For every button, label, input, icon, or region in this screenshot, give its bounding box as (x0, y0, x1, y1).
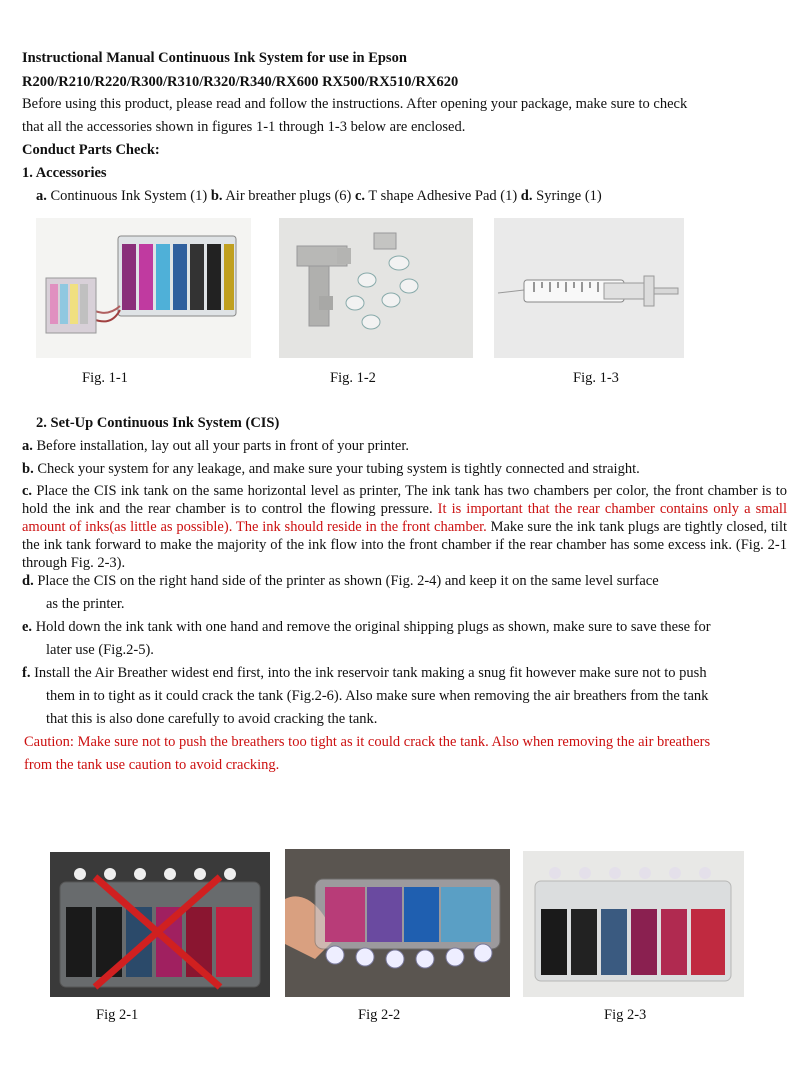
fig-1-1-caption: Fig. 1-1 (82, 370, 128, 386)
step-b: b. Check your system for any leakage, and make sure your tubing system is tightly connected and straight. (22, 461, 640, 477)
fig-2-1-photo (50, 852, 270, 997)
fig-1-3-photo (494, 218, 684, 358)
fig-2-1-caption: Fig 2-1 (96, 1007, 139, 1023)
step-f-line2: them in to tight as it could crack the tank (Fig.2-6). Also make sure when removing the air breathers from the tank (46, 688, 709, 704)
fig-1-3-caption: Fig. 1-3 (573, 370, 619, 386)
acc-d-label: d. (520, 188, 533, 204)
acc-a-text: Continuous Ink System (1) (46, 188, 211, 204)
setup-heading: 2. Set-Up Continuous Ink System (CIS) (36, 415, 280, 431)
step-e-line2: later use (Fig.2-5). (46, 642, 154, 658)
step-c-warning: It is important that the rear chamber contains only a small amount of inks(as little as possible). The ink should reside in the front chamber. (22, 501, 787, 535)
step-e-line1: e. Hold down the ink tank with one hand and remove the original shipping plugs as shown, make sure to save these for (22, 619, 711, 635)
acc-c-text: T shape Adhesive Pad (1) (365, 188, 521, 204)
title-line-2: R200/R210/R220/R300/R310/R320/R340/RX600 RX500/RX510/RX620 (22, 74, 459, 90)
accessory-list (36, 188, 602, 205)
step-f-line1: f. Install the Air Breather widest end first, into the ink reservoir tank making a snug fit however make sure not to push (22, 665, 707, 681)
accessories-heading: 1. Accessories (22, 165, 107, 181)
intro-line-2: that all the accessories shown in figures 1-1 through 1-3 below are enclosed. (22, 119, 466, 135)
fig-2-3-photo (523, 851, 744, 997)
caution-line-1: Caution: Make sure not to push the breathers too tight as it could crack the tank. Also when removing the air breathers (24, 734, 711, 750)
parts-check-heading: Conduct Parts Check: (22, 142, 160, 158)
step-f-line3: that this is also done carefully to avoid cracking the tank. (46, 711, 378, 727)
fig-1-2-photo (279, 218, 473, 358)
acc-b-text: Air breather plugs (6) (222, 188, 355, 204)
step-d-line2: as the printer. (46, 596, 125, 612)
fig-1-2-caption: Fig. 1-2 (330, 370, 376, 386)
step-c: c. Place the CIS ink tank on the same horizontal level as printer, The ink tank has two chambers per color, the front chamber is to hold the ink and the rear chamber is to control the flowing pressure. It is important that the rear chamber contains only a small amount of inks(as little as possible). The ink should reside in the front chamber. Make sure the ink tank plugs are tightly closed, tilt the ink tank forward to make the majority of the ink flow into the front chamber if the rear chamber has some excess ink. (Fig. 2-1 through Fig. 2-3). (22, 483, 788, 571)
step-d-line1: d. Place the CIS on the right hand side of the printer as shown (Fig. 2-4) and keep it on the same level surface (22, 573, 659, 589)
acc-b-label: b. (210, 188, 223, 204)
intro-line-1: Before using this product, please read and follow the instructions. After opening your package, make sure to check (22, 96, 688, 112)
fig-2-2-caption: Fig 2-2 (358, 1007, 401, 1023)
fig-1-1-photo (36, 218, 251, 358)
title-line-1: Instructional Manual Continuous Ink System for use in Epson (22, 50, 407, 66)
acc-a-label: a. (36, 188, 47, 204)
caution-line-2: from the tank use caution to avoid cracking. (24, 757, 280, 773)
fig-2-3-caption: Fig 2-3 (604, 1007, 647, 1023)
acc-d-text: Syringe (1) (532, 188, 602, 204)
acc-c-label: c. (355, 188, 366, 204)
step-a: a. Before installation, lay out all your parts in front of your printer. (22, 438, 409, 454)
fig-2-2-photo (285, 849, 510, 997)
